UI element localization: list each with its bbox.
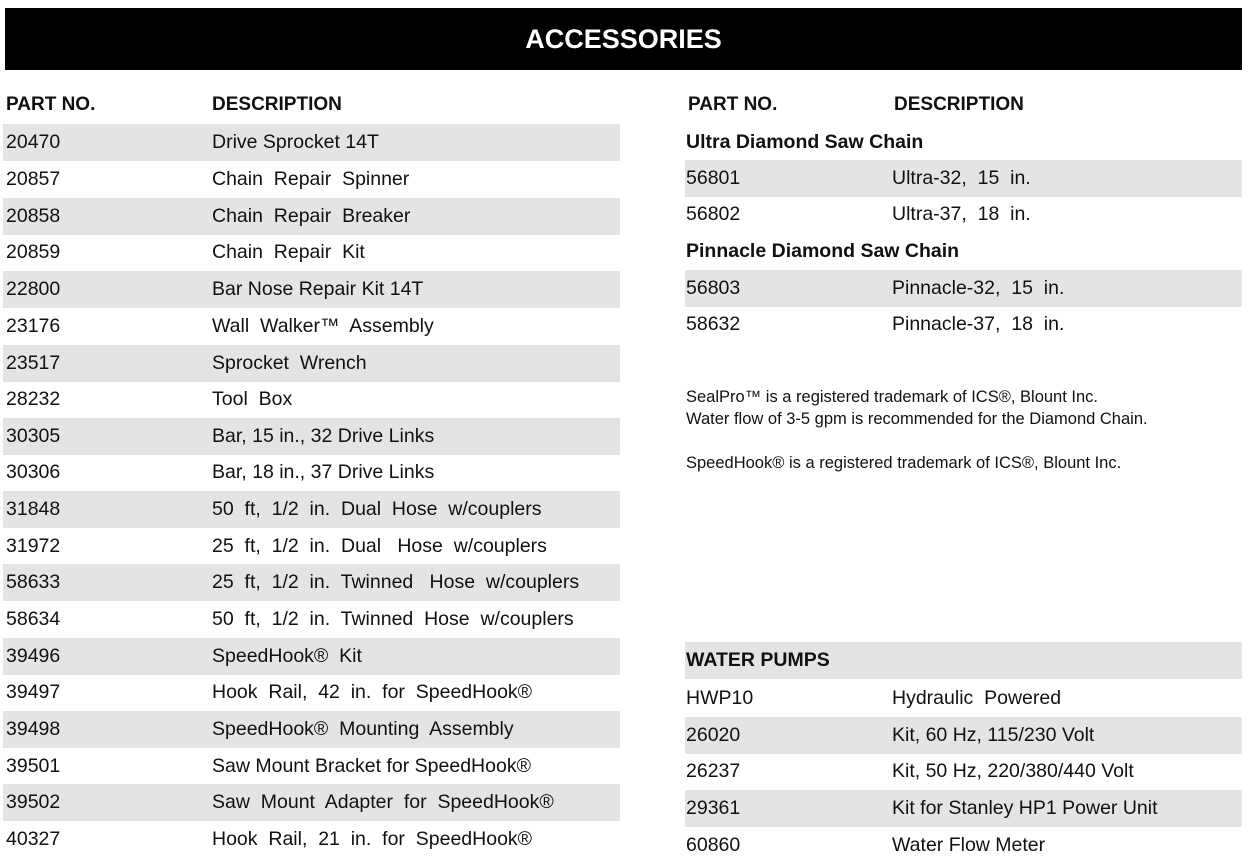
table-row [3,784,620,821]
part-number: 58632 [686,313,741,335]
part-description: Saw Mount Bracket for SpeedHook® [212,755,531,777]
table-row [685,717,1242,754]
part-description: Saw Mount Adapter for SpeedHook® [212,791,554,813]
table-row [685,270,1242,307]
part-number: 20858 [6,205,61,227]
part-description: Bar, 18 in., 37 Drive Links [212,461,435,483]
part-description: Ultra-37, 18 in. [892,203,1031,225]
part-description: Kit, 60 Hz, 115/230 Volt [892,724,1095,746]
table-row [3,528,620,565]
table-row [3,711,620,748]
part-number: 20859 [6,241,61,263]
part-number: HWP10 [686,687,754,709]
part-number: 26020 [686,724,741,746]
table-row [685,196,1242,233]
part-number: 39502 [6,791,61,813]
part-description: 25 ft, 1/2 in. Twinned Hose w/couplers [212,571,580,593]
part-description: Pinnacle-32, 15 in. [892,277,1065,299]
part-description: Bar, 15 in., 32 Drive Links [212,425,435,447]
table-row [3,564,620,601]
part-number: 40327 [6,828,61,850]
table-row [3,234,620,271]
part-description: Chain Repair Kit [212,241,365,263]
part-number: 29361 [686,797,741,819]
table-row [685,680,1242,717]
part-description: Wall Walker™ Assembly [212,315,434,337]
left-header-description: DESCRIPTION [212,94,342,115]
part-description: Sprocket Wrench [212,352,367,374]
part-number: 39501 [6,755,61,777]
part-number: 22800 [6,278,61,300]
part-number: 58633 [6,571,61,593]
table-row [3,124,620,161]
section-title-ultra: Ultra Diamond Saw Chain [686,131,924,153]
table-row [3,638,620,675]
table-row [685,306,1242,343]
table-row [3,345,620,382]
part-number: 23176 [6,315,61,337]
part-number: 56803 [686,277,741,299]
trademark-note-sealpro: SealPro™ is a registered trademark of ICS®, Blount Inc. [686,388,1099,406]
part-number: 30305 [6,425,61,447]
part-number: 31972 [6,535,61,557]
table-row [3,271,620,308]
part-description: Chain Repair Breaker [212,205,411,227]
table-row [685,160,1242,197]
part-description: Tool Box [212,388,293,410]
water-flow-note: Water flow of 3-5 gpm is recommended for the Diamond Chain. [686,410,1148,428]
part-description: SpeedHook® Kit [212,645,362,667]
part-number: 23517 [6,352,61,374]
table-row [3,821,620,858]
part-number: 20470 [6,131,61,153]
table-row [3,418,620,455]
part-number: 20857 [6,168,61,190]
part-number: 58634 [6,608,61,630]
part-number: 60860 [686,834,741,856]
part-description: Ultra-32, 15 in. [892,167,1031,189]
trademark-note-speedhook: SpeedHook® is a registered trademark of ICS®, Blount Inc. [686,454,1122,472]
part-description: Kit, 50 Hz, 220/380/440 Volt [892,760,1134,782]
table-row [685,753,1242,790]
table-row [3,454,620,491]
left-header-part-no: PART NO. [6,94,96,115]
page-title: ACCESSORIES [525,23,722,54]
part-description: Pinnacle-37, 18 in. [892,313,1065,335]
part-description: Hydraulic Powered [892,687,1062,709]
water-pumps-title: WATER PUMPS [686,649,830,671]
part-description: Bar Nose Repair Kit 14T [212,278,424,300]
part-number: 26237 [686,760,741,782]
part-description: Kit for Stanley HP1 Power Unit [892,797,1158,819]
part-description: 50 ft, 1/2 in. Twinned Hose w/couplers [212,608,574,630]
page-title-banner [5,8,1242,70]
part-number: 28232 [6,388,61,410]
part-number: 30306 [6,461,61,483]
part-number: 39498 [6,718,61,740]
table-row [685,790,1242,827]
table-row [3,308,620,345]
table-row [685,827,1242,864]
section-title-pinnacle: Pinnacle Diamond Saw Chain [686,240,960,262]
part-number: 56802 [686,203,741,225]
table-row [3,674,620,711]
table-row [3,601,620,638]
part-number: 39496 [6,645,61,667]
part-number: 39497 [6,681,61,703]
table-row [3,748,620,785]
part-description: Hook Rail, 42 in. for SpeedHook® [212,681,533,703]
part-number: 31848 [6,498,61,520]
table-row [3,161,620,198]
right-header-description: DESCRIPTION [894,94,1024,115]
part-description: SpeedHook® Mounting Assembly [212,718,514,740]
part-description: Water Flow Meter [892,834,1046,856]
part-description: Hook Rail, 21 in. for SpeedHook® [212,828,533,850]
table-row [3,198,620,235]
table-row [3,491,620,528]
part-description: Drive Sprocket 14T [212,131,379,153]
part-description: 50 ft, 1/2 in. Dual Hose w/couplers [212,498,542,520]
right-header-part-no: PART NO. [688,94,778,115]
part-number: 56801 [686,167,741,189]
part-description: Chain Repair Spinner [212,168,410,190]
table-row [3,381,620,418]
section-title-water-pumps [685,642,1242,679]
part-description: 25 ft, 1/2 in. Dual Hose w/couplers [212,535,547,557]
